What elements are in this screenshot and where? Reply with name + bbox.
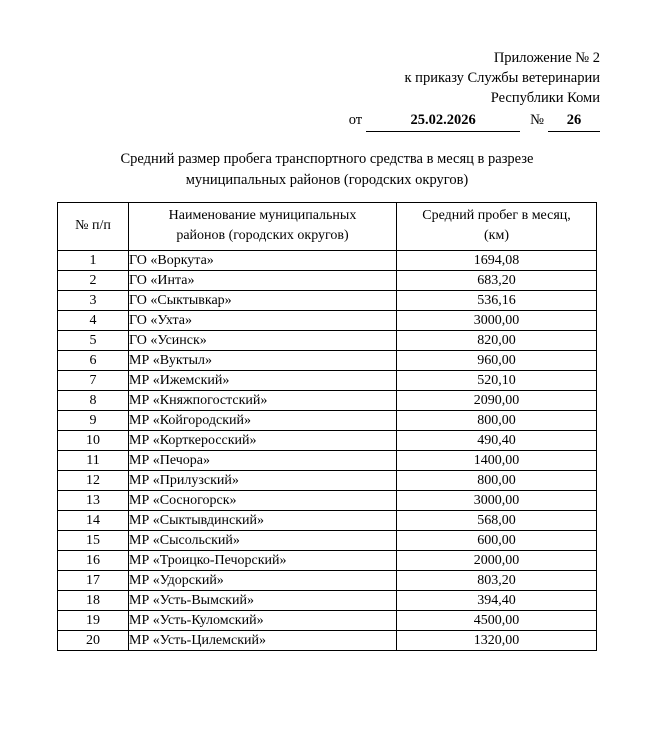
row-number: 20	[58, 631, 129, 651]
table-header	[58, 203, 597, 251]
row-average-mileage: 800,00	[397, 471, 597, 491]
row-municipality-name: МР «Сысольский»	[129, 531, 397, 551]
row-average-mileage: 803,20	[397, 571, 597, 591]
row-average-mileage: 1320,00	[397, 631, 597, 651]
column-header-number: № п/п	[58, 203, 129, 251]
table-row	[58, 271, 597, 291]
table-row	[58, 331, 597, 351]
page-title-line-2: муниципальных районов (городских округов)	[185, 172, 469, 188]
column-header-value	[397, 203, 597, 251]
row-number: 2	[58, 271, 129, 291]
row-municipality-name: МР «Сыктывдинский»	[129, 511, 397, 531]
row-average-mileage: 536,16	[397, 291, 597, 311]
row-number: 18	[58, 591, 129, 611]
row-municipality-name: ГО «Ухта»	[129, 311, 397, 331]
document-date-number-line	[349, 110, 600, 132]
number-value: 26	[548, 110, 600, 132]
row-number: 10	[58, 431, 129, 451]
row-number: 5	[58, 331, 129, 351]
table-row	[58, 371, 597, 391]
row-municipality-name: МР «Удорский»	[129, 571, 397, 591]
row-average-mileage: 960,00	[397, 351, 597, 371]
row-number: 1	[58, 251, 129, 271]
approval-line-3: Республики Коми	[490, 90, 600, 106]
row-average-mileage: 2000,00	[397, 551, 597, 571]
table-row	[58, 451, 597, 471]
table-header-row	[58, 203, 597, 251]
column-header-name	[129, 203, 397, 251]
row-municipality-name: МР «Троицко-Печорский»	[129, 551, 397, 571]
row-average-mileage: 490,40	[397, 431, 597, 451]
row-average-mileage: 2090,00	[397, 391, 597, 411]
table-row	[58, 251, 597, 271]
row-number: 15	[58, 531, 129, 551]
column-header-value-line-2: (км)	[484, 228, 509, 243]
table-row	[58, 391, 597, 411]
table-row	[58, 311, 597, 331]
row-municipality-name: МР «Печора»	[129, 451, 397, 471]
row-municipality-name: МР «Прилузский»	[129, 471, 397, 491]
approval-line-2: к приказу Службы ветеринарии	[404, 70, 600, 86]
row-average-mileage: 568,00	[397, 511, 597, 531]
date-label: от	[348, 112, 363, 128]
column-header-value-line-1: Средний пробег в месяц,	[422, 208, 571, 223]
row-average-mileage: 520,10	[397, 371, 597, 391]
row-number: 7	[58, 371, 129, 391]
table-row	[58, 291, 597, 311]
approval-block	[180, 48, 600, 108]
table-row	[58, 551, 597, 571]
table-row	[58, 471, 597, 491]
table-row	[58, 531, 597, 551]
page-title	[57, 149, 597, 191]
row-average-mileage: 1400,00	[397, 451, 597, 471]
row-municipality-name: МР «Усть-Цилемский»	[129, 631, 397, 651]
number-label: №	[530, 112, 544, 128]
row-number: 13	[58, 491, 129, 511]
row-municipality-name: МР «Сосногорск»	[129, 491, 397, 511]
table-row	[58, 491, 597, 511]
row-average-mileage: 600,00	[397, 531, 597, 551]
row-number: 11	[58, 451, 129, 471]
date-value: 25.02.2026	[366, 110, 520, 132]
row-number: 19	[58, 611, 129, 631]
row-number: 6	[58, 351, 129, 371]
row-number: 8	[58, 391, 129, 411]
column-header-name-line-2: районов (городских округов)	[176, 228, 349, 243]
row-average-mileage: 3000,00	[397, 311, 597, 331]
row-municipality-name: МР «Княжпогостский»	[129, 391, 397, 411]
table-row	[58, 591, 597, 611]
row-municipality-name: МР «Усть-Вымский»	[129, 591, 397, 611]
row-municipality-name: МР «Койгородский»	[129, 411, 397, 431]
row-municipality-name: МР «Ижемский»	[129, 371, 397, 391]
table-row	[58, 431, 597, 451]
row-municipality-name: ГО «Усинск»	[129, 331, 397, 351]
row-municipality-name: ГО «Инта»	[129, 271, 397, 291]
row-municipality-name: ГО «Сыктывкар»	[129, 291, 397, 311]
row-municipality-name: ГО «Воркута»	[129, 251, 397, 271]
row-average-mileage: 4500,00	[397, 611, 597, 631]
table-row	[58, 351, 597, 371]
table-row	[58, 411, 597, 431]
page-title-line-1: Средний размер пробега транспортного средства в месяц в разрезе	[120, 151, 534, 167]
approval-line-1: Приложение № 2	[493, 50, 600, 66]
table-row	[58, 611, 597, 631]
row-municipality-name: МР «Корткеросский»	[129, 431, 397, 451]
row-number: 14	[58, 511, 129, 531]
row-average-mileage: 800,00	[397, 411, 597, 431]
row-average-mileage: 683,20	[397, 271, 597, 291]
row-number: 12	[58, 471, 129, 491]
table-row	[58, 571, 597, 591]
mileage-table	[57, 202, 597, 651]
row-number: 17	[58, 571, 129, 591]
table-body	[58, 251, 597, 651]
row-number: 9	[58, 411, 129, 431]
row-average-mileage: 820,00	[397, 331, 597, 351]
row-number: 16	[58, 551, 129, 571]
table-row	[58, 631, 597, 651]
row-average-mileage: 394,40	[397, 591, 597, 611]
row-municipality-name: МР «Усть-Куломский»	[129, 611, 397, 631]
row-number: 3	[58, 291, 129, 311]
row-number: 4	[58, 311, 129, 331]
row-average-mileage: 3000,00	[397, 491, 597, 511]
row-average-mileage: 1694,08	[397, 251, 597, 271]
row-municipality-name: МР «Вуктыл»	[129, 351, 397, 371]
column-header-name-line-1: Наименование муниципальных	[168, 208, 357, 223]
table-row	[58, 511, 597, 531]
